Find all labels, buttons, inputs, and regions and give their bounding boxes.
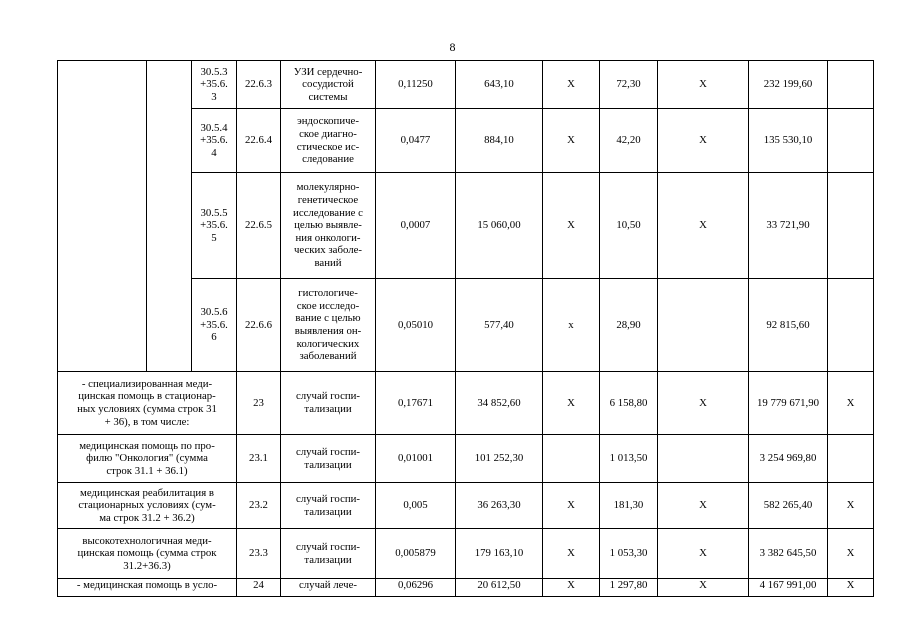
page-number: 8 xyxy=(449,40,456,54)
total-cell: 92 815,60 xyxy=(749,279,828,372)
row-label: - медицинская помощь в усло- xyxy=(58,579,237,597)
row-label: медицинская реабилитация в стационарных условиях (сум- ма строк 31.2 + 36.2) xyxy=(58,483,237,529)
x-cell: Х xyxy=(828,529,874,579)
x-cell: Х xyxy=(658,61,749,109)
row-number: 22.6.4 xyxy=(237,109,281,173)
x-cell: Х xyxy=(543,173,600,279)
unit-cell: случай лече- xyxy=(281,579,376,597)
x-cell xyxy=(658,279,749,372)
row-code: 30.5.6 +35.6. 6 xyxy=(192,279,237,372)
x-cell: Х xyxy=(543,483,600,529)
norm-cell: 0,11250 xyxy=(376,61,456,109)
x-cell: Х xyxy=(658,483,749,529)
row-number: 22.6.6 xyxy=(237,279,281,372)
x-cell: х xyxy=(543,279,600,372)
norm-cell: 0,05010 xyxy=(376,279,456,372)
row-number: 22.6.5 xyxy=(237,173,281,279)
x-cell xyxy=(828,279,874,372)
total-cell: 19 779 671,90 xyxy=(749,372,828,435)
cost-cell: 20 612,50 xyxy=(456,579,543,597)
unit-cell: эндоскопиче- ское диагно- стическое ис- следование xyxy=(281,109,376,173)
cost-cell: 15 060,00 xyxy=(456,173,543,279)
norm-cell: 0,005 xyxy=(376,483,456,529)
x-cell: Х xyxy=(543,579,600,597)
cost-cell: 643,10 xyxy=(456,61,543,109)
x-cell: Х xyxy=(658,109,749,173)
row-label: высокотехнологичная меди- цинская помощь (сумма строк 31.2+36.3) xyxy=(58,529,237,579)
cost-cell: 101 252,30 xyxy=(456,435,543,483)
cost-cell: 884,10 xyxy=(456,109,543,173)
total-cell: 4 167 991,00 xyxy=(749,579,828,597)
total-cell: 582 265,40 xyxy=(749,483,828,529)
x-cell xyxy=(543,435,600,483)
per-capita-cell: 1 053,30 xyxy=(600,529,658,579)
per-capita-cell: 1 013,50 xyxy=(600,435,658,483)
x-cell: Х xyxy=(658,529,749,579)
table-row xyxy=(58,529,874,579)
row-number: 23 xyxy=(237,372,281,435)
row-number: 22.6.3 xyxy=(237,61,281,109)
x-cell xyxy=(828,435,874,483)
unit-cell: случай госпи- тализации xyxy=(281,372,376,435)
row-number: 23.2 xyxy=(237,483,281,529)
norm-cell: 0,01001 xyxy=(376,435,456,483)
unit-cell: молекулярно- генетическое исследование с целью выявле- ния онкологи- ческих заболе- ваний xyxy=(281,173,376,279)
x-cell xyxy=(828,109,874,173)
x-cell: Х xyxy=(543,529,600,579)
row-number: 24 xyxy=(237,579,281,597)
unit-cell: случай госпи- тализации xyxy=(281,483,376,529)
total-cell: 135 530,10 xyxy=(749,109,828,173)
per-capita-cell: 28,90 xyxy=(600,279,658,372)
per-capita-cell: 6 158,80 xyxy=(600,372,658,435)
x-cell: Х xyxy=(658,372,749,435)
cost-cell: 34 852,60 xyxy=(456,372,543,435)
table-row xyxy=(58,435,874,483)
row-number: 23.1 xyxy=(237,435,281,483)
norm-cell: 0,0007 xyxy=(376,173,456,279)
blank-cell xyxy=(58,61,147,372)
total-cell: 3 254 969,80 xyxy=(749,435,828,483)
row-number: 23.3 xyxy=(237,529,281,579)
cost-cell: 179 163,10 xyxy=(456,529,543,579)
total-cell: 33 721,90 xyxy=(749,173,828,279)
table-row xyxy=(58,579,874,597)
row-label: - специализированная меди- цинская помощь в стационар- ных условиях (сумма строк 31 + 36), в том числе: xyxy=(58,372,237,435)
table-row xyxy=(58,372,874,435)
row-label: медицинская помощь по про- филю "Онкология" (сумма строк 31.1 + 36.1) xyxy=(58,435,237,483)
norm-cell: 0,005879 xyxy=(376,529,456,579)
row-code: 30.5.3 +35.6. 3 xyxy=(192,61,237,109)
row-code: 30.5.4 +35.6. 4 xyxy=(192,109,237,173)
row-code: 30.5.5 +35.6. 5 xyxy=(192,173,237,279)
cost-cell: 577,40 xyxy=(456,279,543,372)
unit-cell: гистологиче- ское исследо- вание с целью выявления он- кологических заболеваний xyxy=(281,279,376,372)
total-cell: 3 382 645,50 xyxy=(749,529,828,579)
x-cell: Х xyxy=(828,372,874,435)
per-capita-cell: 1 297,80 xyxy=(600,579,658,597)
table-row xyxy=(58,61,874,109)
x-cell: Х xyxy=(658,579,749,597)
unit-cell: случай госпи- тализации xyxy=(281,529,376,579)
financing-table xyxy=(57,60,874,597)
x-cell: Х xyxy=(543,372,600,435)
norm-cell: 0,06296 xyxy=(376,579,456,597)
x-cell xyxy=(658,435,749,483)
x-cell: Х xyxy=(658,173,749,279)
blank-cell xyxy=(147,61,192,372)
per-capita-cell: 181,30 xyxy=(600,483,658,529)
unit-cell: УЗИ сердечно- сосудистой системы xyxy=(281,61,376,109)
x-cell xyxy=(828,61,874,109)
table-row xyxy=(58,483,874,529)
per-capita-cell: 72,30 xyxy=(600,61,658,109)
unit-cell: случай госпи- тализации xyxy=(281,435,376,483)
cost-cell: 36 263,30 xyxy=(456,483,543,529)
x-cell: Х xyxy=(543,61,600,109)
per-capita-cell: 10,50 xyxy=(600,173,658,279)
x-cell: Х xyxy=(543,109,600,173)
norm-cell: 0,0477 xyxy=(376,109,456,173)
total-cell: 232 199,60 xyxy=(749,61,828,109)
x-cell: Х xyxy=(828,579,874,597)
x-cell: Х xyxy=(828,483,874,529)
per-capita-cell: 42,20 xyxy=(600,109,658,173)
norm-cell: 0,17671 xyxy=(376,372,456,435)
x-cell xyxy=(828,173,874,279)
